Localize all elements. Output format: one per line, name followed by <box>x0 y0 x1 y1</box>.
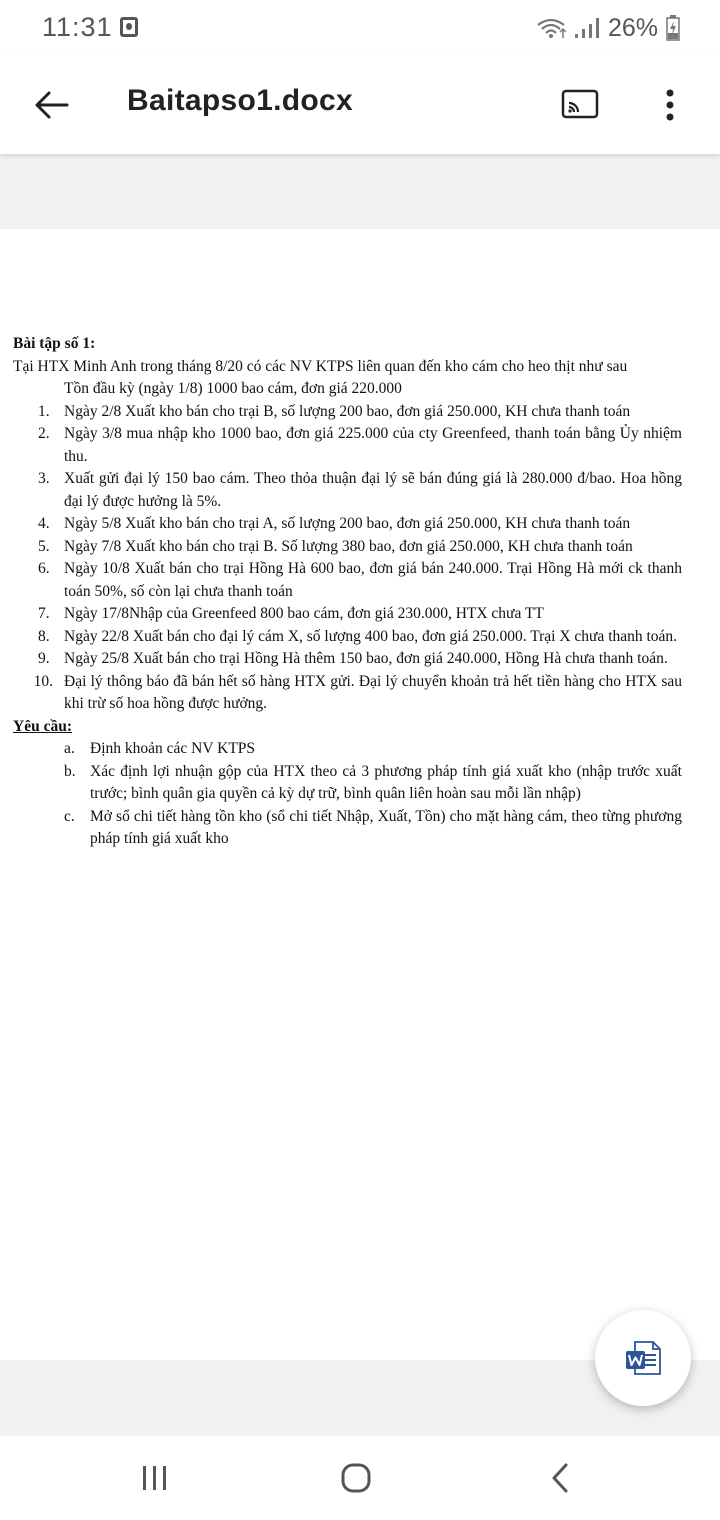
list-item-text: Ngày 22/8 Xuất bán cho đại lý cám X, số lượng 400 bao, đơn giá 250.000. Trại X chưa thanh toán. <box>64 627 678 645</box>
list-item-text: Ngày 25/8 Xuất bán cho trại Hồng Hà thêm 150 bao, đơn giá 240.000, Hồng Hà chưa thanh toán. <box>64 650 668 667</box>
list-item-number: 9. <box>38 650 50 667</box>
list-item-text: Đại lý thông báo đã bán hết số hàng HTX gửi. Đại lý chuyển khoản trả hết tiền hàng cho HTX sau khi trừ số hoa hồng được hưởng. <box>64 672 682 712</box>
open-in-word-button[interactable] <box>595 1310 691 1406</box>
battery-charging-icon <box>666 15 680 41</box>
recent-apps-icon <box>141 1465 169 1491</box>
chevron-left-icon <box>550 1462 570 1494</box>
arrow-back-icon <box>33 90 69 120</box>
cast-button[interactable] <box>556 84 604 124</box>
requirements-heading: Yêu cầu: <box>13 717 72 735</box>
more-vert-icon <box>665 88 675 122</box>
list-item-text: Ngày 7/8 Xuất kho bán cho trại B. Số lượng 380 bao, đơn giá 250.000, KH chưa thanh toán <box>64 537 633 555</box>
recent-apps-button[interactable] <box>125 1454 185 1502</box>
list-item <box>13 513 682 536</box>
list-item-text: Ngày 5/8 Xuất kho bán cho trại A, số lượng 200 bao, đơn giá 250.000, KH chưa thanh toán <box>64 515 631 532</box>
status-bar <box>0 0 720 56</box>
list-item <box>13 558 682 603</box>
status-time: 11:31 <box>42 12 113 42</box>
requirement-text: Định khoản các NV KTPS <box>90 740 256 757</box>
list-item <box>13 423 682 468</box>
notification-icon <box>120 17 138 37</box>
requirement-text: Xác định lợi nhuận gộp của HTX theo cả 3 phương pháp tính giá xuất kho (nhập trước xuất trước; bình quân gia quyền cả kỳ dự trữ, bình quân liên hoàn sau mỗi lần nhập) <box>90 762 682 802</box>
signal-icon <box>574 16 600 40</box>
status-indicators <box>536 10 680 46</box>
list-item-number: 8. <box>38 627 50 645</box>
requirement-item <box>13 738 682 761</box>
list-item-number: 6. <box>38 560 50 577</box>
more-options-button[interactable] <box>652 82 688 128</box>
battery-percent: 26% <box>607 13 658 42</box>
transaction-list <box>13 401 682 716</box>
system-nav-bar <box>0 1436 720 1520</box>
list-item-number: 3. <box>38 470 50 487</box>
list-item-text: Xuất gửi đại lý 150 bao cám. Theo thỏa thuận đại lý sẽ bán đúng giá là 280.000 đ/bao. Hoa hồng đại lý được hưởng là 5%. <box>64 470 682 510</box>
list-item-text: Ngày 3/8 mua nhập kho 1000 bao, đơn giá 225.000 của cty Greenfeed, thanh toán bằng Ủy nhiệm thu. <box>64 425 682 465</box>
list-item <box>13 626 682 649</box>
requirement-text: Mở sổ chi tiết hàng tồn kho (sổ chi tiết Nhập, Xuất, Tồn) cho mặt hàng cám, theo từng phương pháp tính giá xuất kho <box>90 807 682 847</box>
requirement-letter: b. <box>64 762 76 780</box>
wifi-icon <box>536 16 566 40</box>
list-item <box>13 648 682 671</box>
exercise-intro: Tại HTX Minh Anh trong tháng 8/20 có các NV KTPS liên quan đến kho cám cho heo thịt như sau <box>13 357 628 375</box>
list-item <box>13 603 682 626</box>
requirement-item <box>13 761 682 806</box>
cast-icon <box>561 89 599 119</box>
list-item-number: 5. <box>38 537 50 555</box>
requirement-letter: c. <box>64 807 75 825</box>
word-icon <box>623 1338 663 1378</box>
home-icon <box>340 1462 372 1494</box>
list-item <box>13 468 682 513</box>
document-page[interactable] <box>0 229 720 1360</box>
requirement-letter: a. <box>64 740 75 757</box>
list-item-number: 10. <box>33 672 53 690</box>
list-item-text: Ngày 2/8 Xuất kho bán cho trại B, số lượng 200 bao, đơn giá 250.000, KH chưa thanh toán <box>64 402 631 420</box>
page-gutter-top <box>0 154 720 229</box>
system-back-button[interactable] <box>530 1454 590 1502</box>
list-item <box>13 401 682 424</box>
home-button[interactable] <box>326 1454 386 1502</box>
requirement-item <box>13 806 682 851</box>
list-item <box>13 671 682 716</box>
document-content <box>13 333 682 851</box>
app-bar <box>0 56 720 154</box>
list-item-number: 2. <box>38 425 50 442</box>
list-item-number: 7. <box>38 605 50 622</box>
list-item-number: 4. <box>38 515 50 532</box>
exercise-heading: Bài tập số 1: <box>13 335 96 352</box>
list-item-number: 1. <box>38 402 50 420</box>
list-item <box>13 536 682 559</box>
requirements-list <box>13 738 682 851</box>
list-item-text: Ngày 10/8 Xuất bán cho trại Hồng Hà 600 bao, đơn giá bán 240.000. Trại Hồng Hà mới ck thanh toán 50%, số còn lại chưa thanh toán <box>64 560 682 600</box>
list-item-text: Ngày 17/8Nhập của Greenfeed 800 bao cám, đơn giá 230.000, HTX chưa TT <box>64 605 544 622</box>
back-button[interactable] <box>26 80 76 130</box>
opening-balance: Tồn đầu kỳ (ngày 1/8) 1000 bao cám, đơn giá 220.000 <box>64 380 402 397</box>
document-title: Baitapso1.docx <box>127 84 353 117</box>
